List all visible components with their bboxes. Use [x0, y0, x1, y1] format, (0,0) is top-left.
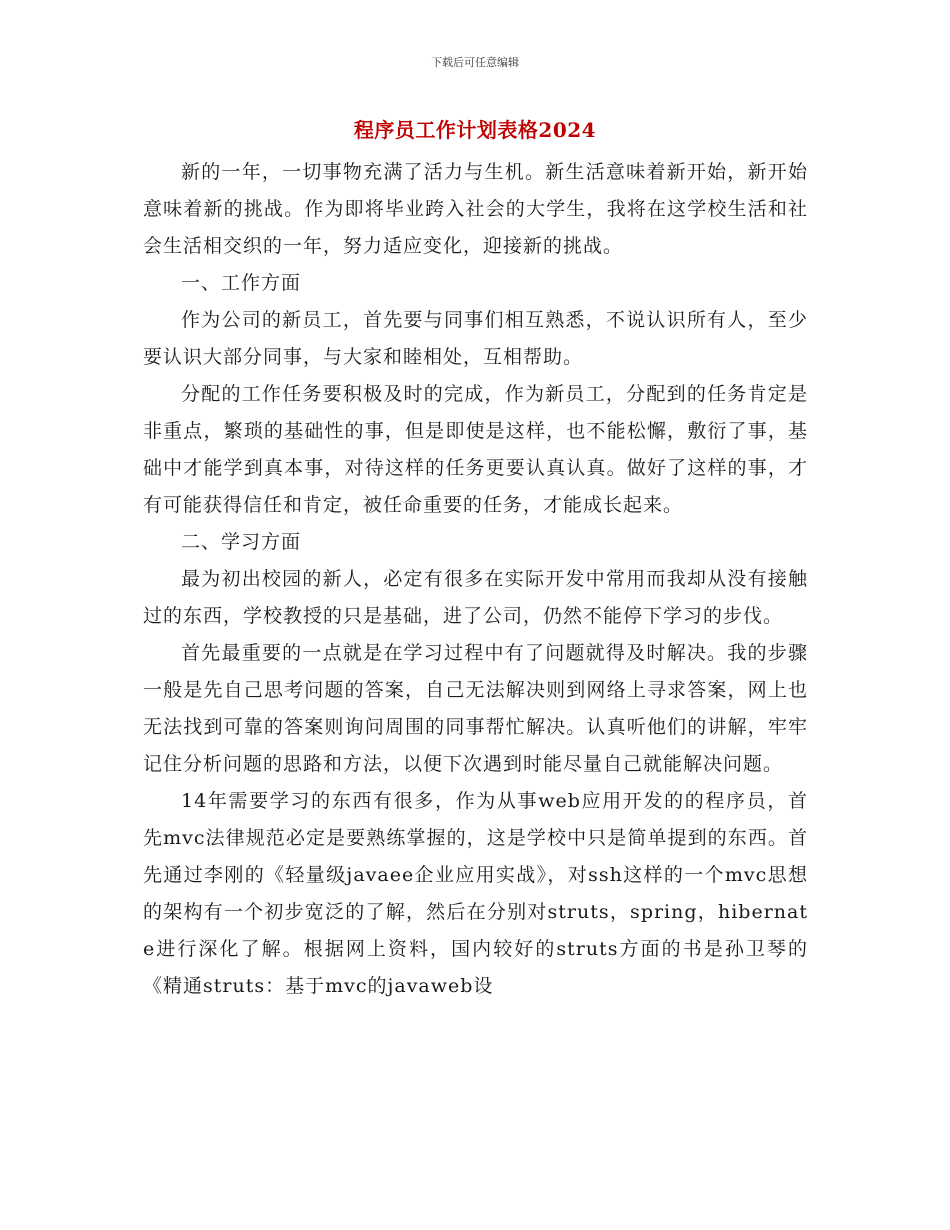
paragraph-work-colleagues: 作为公司的新员工，首先要与同事们相互熟悉，不说认识所有人，至少要认识大部分同事，与大家和睦相处，互相帮助。 [143, 309, 808, 368]
paragraph-study-plan: 14年需要学习的东西有很多，作为从事web应用开发的的程序员，首先mvc法律规范必定是要熟练掌握的，这是学校中只是简单提到的东西。首先通过李刚的《轻量级javaee企业应用实战》，对ssh这样的一个mvc思想的架构有一个初步宽泛的了解，然后在分别对struts，spring，hibernate进行深化了解。根据网上资料，国内较好的struts方面的书是孙卫琴的《精通struts：基于mvc的javaweb设 [143, 790, 808, 997]
paragraph-intro: 新的一年，一切事物充满了活力与生机。新生活意味着新开始，新开始意味着新的挑战。作为即将毕业跨入社会的大学生，我将在这学校生活和社会生活相交织的一年，努力适应变化，迎接新的挑战。 [143, 161, 808, 257]
section-heading-work: 一、工作方面 [181, 272, 302, 294]
paragraph-study-problem-solving: 首先最重要的一点就是在学习过程中有了问题就得及时解决。我的步骤一般是先自己思考问题的答案，自己无法解决则到网络上寻求答案，网上也无法找到可靠的答案则询问周围的同事帮忙解决。认真听他们的讲解，牢牢记住分析问题的思路和方法，以便下次遇到时能尽量自己就能解决问题。 [143, 642, 808, 775]
header-note: 下载后可任意编辑 [431, 56, 519, 69]
paragraph-study-newcomer: 最为初出校园的新人，必定有很多在实际开发中常用而我却从没有接触过的东西，学校教授的只是基础，进了公司，仍然不能停下学习的步伐。 [143, 568, 808, 627]
document-body [143, 154, 808, 1005]
section-heading-study: 二、学习方面 [181, 531, 302, 553]
paragraph-work-tasks: 分配的工作任务要积极及时的完成，作为新员工，分配到的任务肯定是非重点，繁琐的基础性的事，但是即使是这样，也不能松懈，敷衍了事，基础中才能学到真本事，对待这样的任务更要认真认真。做好了这样的事，才有可能获得信任和肯定，被任命重要的任务，才能成长起来。 [143, 383, 808, 516]
page-title: 程序员工作计划表格2024 [353, 118, 597, 142]
